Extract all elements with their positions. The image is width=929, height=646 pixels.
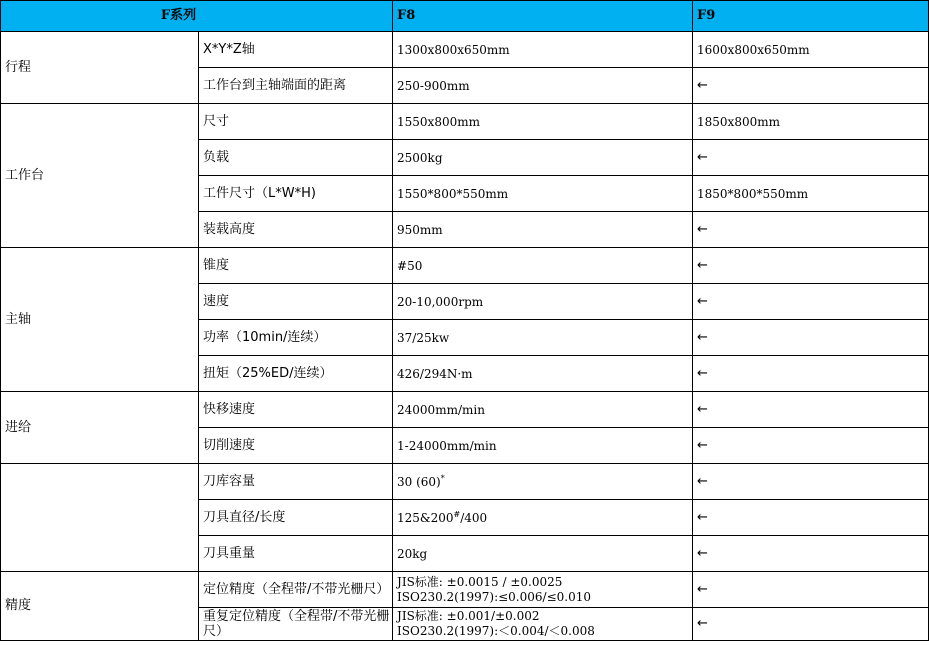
- param-cell: 功率（10min/连续）: [199, 320, 393, 356]
- jis-value: JIS标准: ±0.001/±0.002: [397, 609, 540, 623]
- f8-cell: #50: [393, 248, 693, 284]
- tool-capacity-value: 30 (60): [397, 474, 441, 489]
- f8-cell: [393, 500, 693, 536]
- group-tooling: [1, 464, 199, 572]
- header-row: [1, 1, 929, 32]
- param-cell: 切削速度: [199, 428, 393, 464]
- f8-cell: 24000mm/min: [393, 392, 693, 428]
- f8-cell: 2500kg: [393, 140, 693, 176]
- param-cell: X*Y*Z轴: [199, 32, 393, 68]
- tool-length-value: /400: [460, 510, 488, 525]
- same-as-f8-arrow-icon: ←: [693, 572, 929, 608]
- same-as-f8-arrow-icon: ←: [693, 428, 929, 464]
- param-cell: 工作台到主轴端面的距离: [199, 68, 393, 104]
- f9-cell: 1600x800x650mm: [693, 32, 929, 68]
- same-as-f8-arrow-icon: ←: [693, 320, 929, 356]
- param-cell: 锥度: [199, 248, 393, 284]
- param-cell: 定位精度（全程带/不带光栅尺）: [199, 572, 393, 608]
- same-as-f8-arrow-icon: ←: [693, 140, 929, 176]
- param-cell: 扭矩（25%ED/连续）: [199, 356, 393, 392]
- group-table: 工作台: [1, 104, 199, 248]
- param-cell: 尺寸: [199, 104, 393, 140]
- table-row: [1, 32, 929, 68]
- same-as-f8-arrow-icon: ←: [693, 392, 929, 428]
- same-as-f8-arrow-icon: ←: [693, 356, 929, 392]
- param-cell: 刀库容量: [199, 464, 393, 500]
- same-as-f8-arrow-icon: ←: [693, 284, 929, 320]
- same-as-f8-arrow-icon: ←: [693, 68, 929, 104]
- group-travel: 行程: [1, 32, 199, 104]
- jis-value: JIS标准: ±0.0015 / ±0.0025: [397, 574, 563, 589]
- param-cell: 负载: [199, 140, 393, 176]
- table-row: [1, 104, 929, 140]
- f8-cell: 20-10,000rpm: [393, 284, 693, 320]
- table-row: [1, 248, 929, 284]
- param-cell: 速度: [199, 284, 393, 320]
- f8-cell: 37/25kw: [393, 320, 693, 356]
- f8-cell: [393, 608, 693, 641]
- param-cell: 装载高度: [199, 212, 393, 248]
- table-row: [1, 572, 929, 608]
- same-as-f8-arrow-icon: ←: [693, 608, 929, 641]
- header-f8: F8: [393, 1, 693, 32]
- group-accuracy: 精度: [1, 572, 199, 641]
- group-spindle: 主轴: [1, 248, 199, 392]
- param-cell: 工件尺寸（L*W*H): [199, 176, 393, 212]
- same-as-f8-arrow-icon: ←: [693, 464, 929, 500]
- same-as-f8-arrow-icon: ←: [693, 248, 929, 284]
- header-series: F系列: [1, 1, 393, 32]
- same-as-f8-arrow-icon: ←: [693, 536, 929, 572]
- iso-value: ISO230.2(1997):＜0.004/＜0.008: [397, 624, 595, 638]
- same-as-f8-arrow-icon: ←: [693, 500, 929, 536]
- param-cell: 刀具直径/长度: [199, 500, 393, 536]
- table-row: [1, 392, 929, 428]
- f8-cell: 950mm: [393, 212, 693, 248]
- param-cell: 刀具重量: [199, 536, 393, 572]
- f8-cell: 1-24000mm/min: [393, 428, 693, 464]
- same-as-f8-arrow-icon: ←: [693, 212, 929, 248]
- f8-cell: [393, 572, 693, 608]
- group-feed: 进给: [1, 392, 199, 464]
- f8-cell: 1550*800*550mm: [393, 176, 693, 212]
- f8-cell: [393, 464, 693, 500]
- f8-cell: 1300x800x650mm: [393, 32, 693, 68]
- f8-cell: 1550x800mm: [393, 104, 693, 140]
- f8-cell: 20kg: [393, 536, 693, 572]
- f8-cell: 426/294N·m: [393, 356, 693, 392]
- param-cell: 重复定位精度（全程带/不带光栅尺）: [199, 608, 393, 641]
- header-f9: F9: [693, 1, 929, 32]
- f9-cell: 1850*800*550mm: [693, 176, 929, 212]
- table-row: [1, 464, 929, 500]
- tool-diameter-value: 125&200: [397, 510, 454, 525]
- footnote-mark: #: [453, 509, 461, 519]
- param-cell: 快移速度: [199, 392, 393, 428]
- iso-value: ISO230.2(1997):≤0.006/≤0.010: [397, 589, 591, 604]
- footnote-mark: *: [440, 473, 445, 483]
- f9-cell: 1850x800mm: [693, 104, 929, 140]
- f8-cell: 250-900mm: [393, 68, 693, 104]
